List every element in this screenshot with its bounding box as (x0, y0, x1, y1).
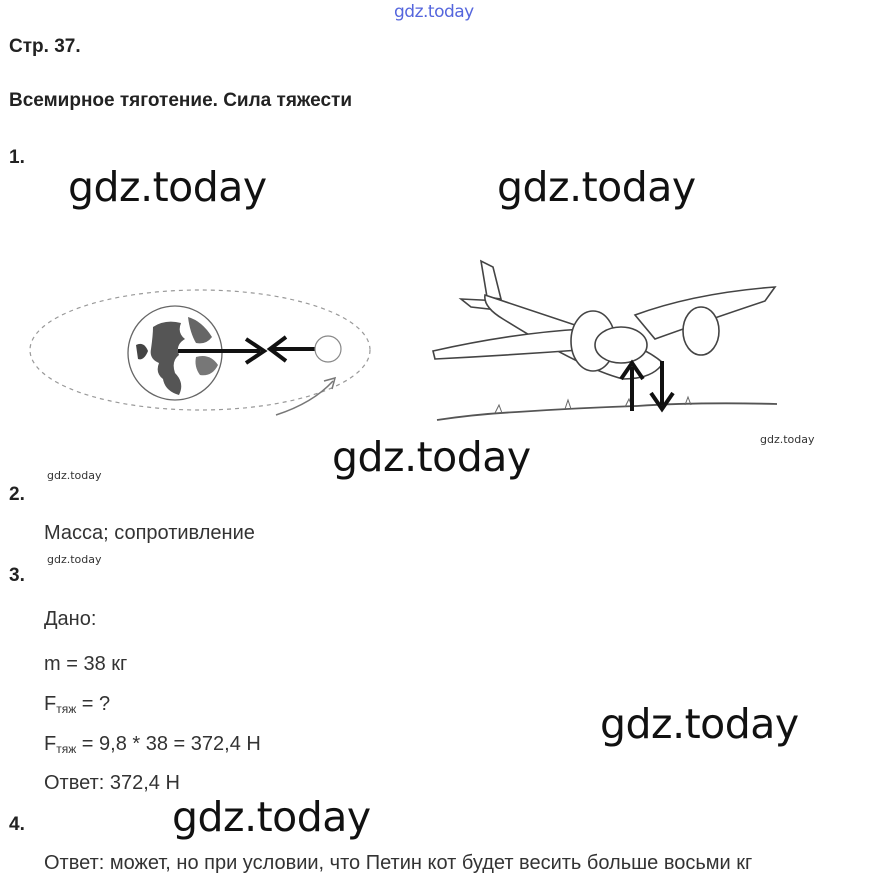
task-3-number: 3. (9, 565, 25, 586)
task-2-answer: Масса; сопротивление (44, 522, 255, 544)
watermark-3: gdz.today (332, 433, 531, 481)
task-4-number: 4. (9, 814, 25, 835)
watermark-small-2: gdz.today (47, 469, 102, 482)
section-title: Всемирное тяготение. Сила тяжести (9, 90, 353, 111)
watermark-small-3: gdz.today (47, 553, 102, 566)
watermark-1: gdz.today (68, 163, 267, 211)
task-4-answer: Ответ: может, но при условии, что Петин кот будет весить больше восьми кг (44, 852, 753, 874)
task-3-given-label: Дано: (44, 608, 97, 630)
force-symbol-2: F (44, 733, 57, 755)
task-2-number: 2. (9, 484, 25, 505)
orbit-direction-arrow (276, 381, 333, 415)
watermark-small-1: gdz.today (760, 433, 815, 446)
watermark-4: gdz.today (600, 700, 799, 748)
page-label: Стр. 37. (9, 36, 81, 57)
watermark-top: gdz.today (394, 2, 474, 22)
propeller-right (683, 307, 719, 355)
force-symbol: F (44, 693, 57, 715)
force-subscript: тяж (56, 702, 77, 716)
airplane (433, 261, 775, 379)
moon (315, 336, 341, 362)
formula-rest: = 9,8 * 38 = 372,4 Н (76, 733, 261, 755)
task-3-formula (44, 733, 261, 756)
watermark-2: gdz.today (497, 163, 696, 211)
task-3-mass: m = 38 кг (44, 653, 128, 675)
airplane-tail (481, 261, 501, 299)
task-3-answer: Ответ: 372,4 Н (44, 772, 180, 794)
cockpit (595, 327, 647, 363)
task-1-number: 1. (9, 147, 25, 168)
task-3-unknown (44, 693, 110, 716)
unknown-rest: = ? (76, 693, 111, 715)
ground-line (437, 403, 777, 420)
force-subscript-2: тяж (56, 742, 77, 756)
watermark-5: gdz.today (172, 793, 371, 841)
airplane-illustration (425, 255, 785, 425)
earth-moon-illustration (28, 285, 388, 425)
